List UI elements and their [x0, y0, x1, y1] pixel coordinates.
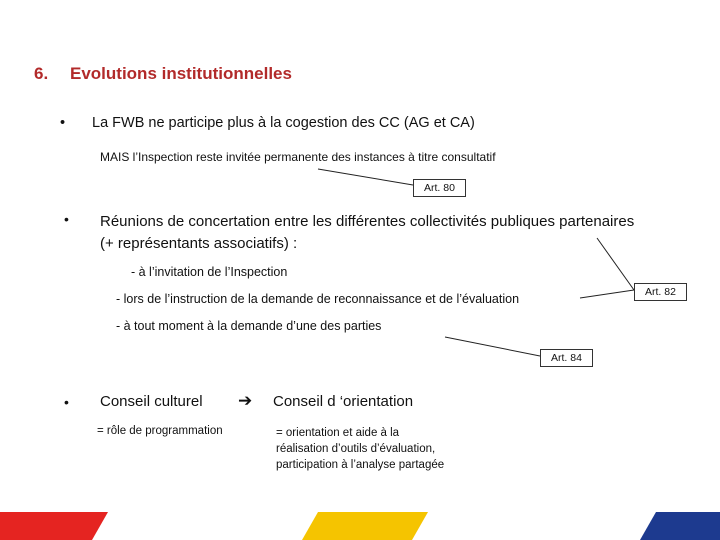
bullet-dot: • — [64, 211, 69, 227]
footer-red-stripe — [0, 512, 108, 540]
section-heading — [34, 64, 292, 84]
article-ref-82: Art. 82 — [634, 283, 687, 301]
conseil-orientation-label: Conseil d ‘orientation — [273, 393, 414, 410]
conseil-culturel-label: Conseil culturel — [100, 393, 203, 410]
list-item: - lors de l’instruction de la demande de reconnaissance et de l’évaluation — [116, 292, 520, 306]
connector-art80 — [318, 169, 413, 185]
conseil-culturel-description: = rôle de programmation — [97, 425, 223, 437]
bullet-dot: • — [64, 394, 69, 410]
bullet-2-text: Réunions de concertation entre les différentes collectivités publiques partenaires (+ représentants associatifs) : — [100, 213, 635, 252]
bullet-1-text: La FWB ne participe plus à la cogestion des CC (AG et CA) — [92, 115, 475, 131]
article-ref-80: Art. 80 — [413, 179, 466, 197]
arrow-right-icon: ➔ — [238, 391, 253, 410]
footer-blue-stripe — [640, 512, 720, 540]
section-number: 6. — [34, 64, 49, 83]
list-item: - à l’invitation de l’Inspection — [131, 265, 288, 279]
bullet-item-1 — [60, 115, 475, 131]
footer-yellow-stripe — [302, 512, 428, 540]
section-title: Evolutions institutionnelles — [70, 64, 292, 83]
article-ref-84: Art. 84 — [540, 349, 593, 367]
connector-art84 — [445, 337, 540, 356]
bullet-1-subtext: MAIS l’Inspection reste invitée permanente des instances à titre consultatif — [100, 150, 496, 164]
footer-color-band — [0, 512, 720, 540]
connector-art82-lower — [580, 290, 634, 298]
bullet-dot: • — [60, 115, 66, 131]
list-item: - à tout moment à la demande d’une des parties — [116, 319, 382, 333]
conseil-orientation-description: = orientation et aide à la réalisation d’outils d’évaluation, participation à l’analyse partagée — [276, 427, 445, 471]
